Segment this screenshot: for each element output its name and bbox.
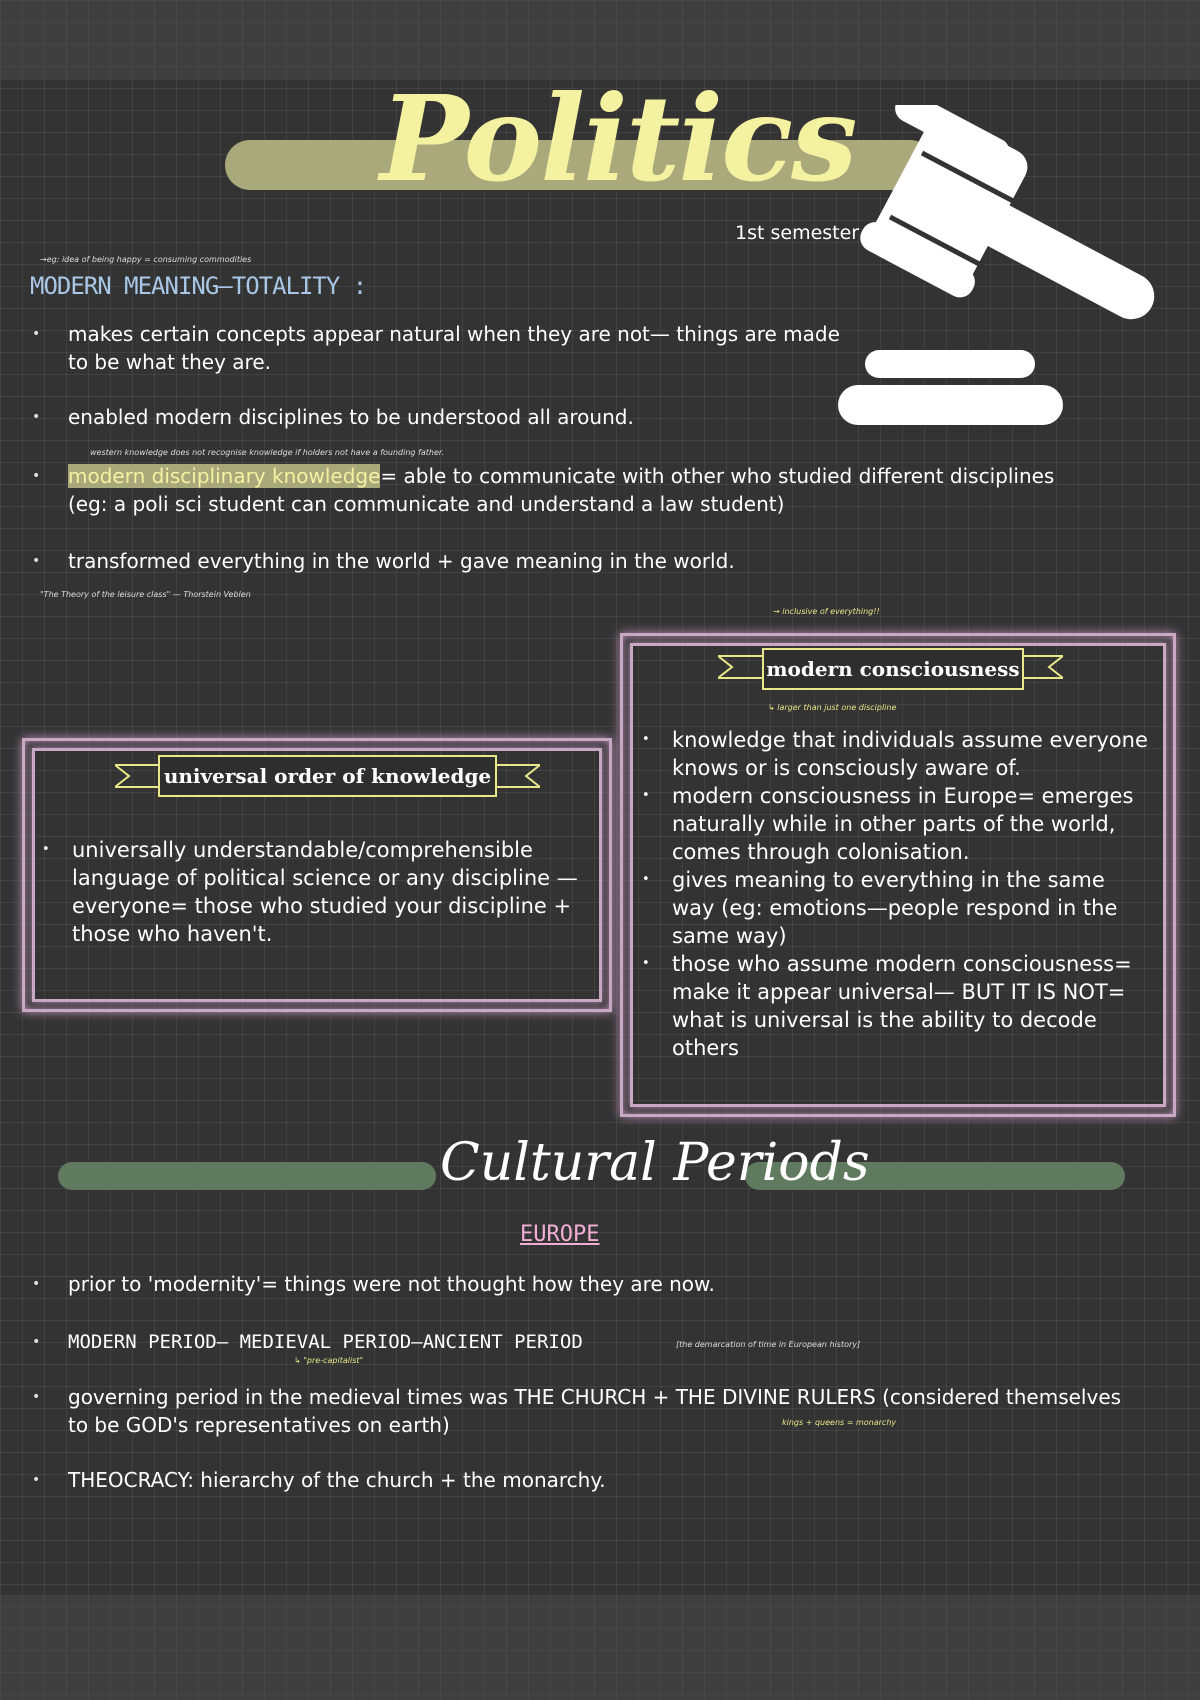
divider-bar-left	[58, 1162, 436, 1190]
inclusive-note: → inclusive of everything!!	[773, 607, 880, 616]
gavel-icon	[830, 105, 1170, 425]
semester-label: 1st semester	[735, 222, 860, 244]
list-item: • universally understandable/comprehensible language of political science or any discipline — everyone= those who studied your discipline + those who haven't.	[40, 836, 580, 948]
pre-capitalist-note: ↳ "pre-capitalist"	[294, 1356, 364, 1365]
universal-order-list	[40, 836, 580, 948]
list-item: • knowledge that individuals assume everyone knows or is consciously aware of.	[640, 726, 1150, 782]
top-grid-strip	[0, 0, 1200, 80]
intro-bullet-list-2	[30, 403, 850, 431]
modern-consciousness-list	[640, 726, 1150, 1062]
list-item: • THEOCRACY: hierarchy of the church + the monarchy.	[30, 1466, 1130, 1494]
list-item: • prior to 'modernity'= things were not thought how they are now.	[30, 1270, 1130, 1298]
cultural-list-3	[30, 1383, 1130, 1439]
western-knowledge-note: western knowledge does not recognise knowledge if holders not have a founding father.	[90, 448, 444, 457]
cultural-list-1	[30, 1270, 1130, 1298]
list-item: • enabled modern disciplines to be understood all around.	[30, 403, 850, 431]
list-item: • MODERN PERIOD— MEDIEVAL PERIOD—ANCIENT PERIOD	[30, 1328, 770, 1356]
cultural-list-2	[30, 1328, 770, 1356]
subheading-europe: EUROPE	[520, 1222, 600, 1247]
section-heading-modern-meaning: MODERN MEANING–TOTALITY :	[30, 272, 367, 300]
intro-bullet-list-4	[30, 547, 1030, 575]
veblen-quote-note: "The Theory of the leisure class" — Thorstein Veblen	[40, 590, 251, 599]
highlighted-term: modern disciplinary knowledge	[68, 464, 381, 488]
intro-bullet-list	[30, 320, 850, 376]
larger-than-discipline-note: ↳ larger than just one discipline	[768, 703, 897, 712]
monarchy-note: kings + queens = monarchy	[782, 1418, 897, 1427]
list-item: • gives meaning to everything in the same way (eg: emotions—people respond in the same way)	[640, 866, 1150, 950]
cultural-list-4	[30, 1466, 1130, 1494]
list-item: • makes certain concepts appear natural when they are not— things are made to be what they are.	[30, 320, 850, 376]
bottom-grid-strip	[0, 1595, 1200, 1700]
list-item: • governing period in the medieval times was THE CHURCH + THE DIVINE RULERS (considered themselves to be GOD's representatives on earth)	[30, 1383, 1130, 1439]
demarcation-note: [the demarcation of time in European history]	[676, 1340, 861, 1349]
universal-order-banner: universal order of knowledge	[158, 755, 497, 797]
intro-tiny-note: →eg: idea of being happy = consuming commodities	[40, 255, 252, 264]
list-item: • transformed everything in the world + gave meaning in the world.	[30, 547, 1030, 575]
intro-bullet-list-3	[30, 462, 1080, 518]
list-item: • those who assume modern consciousness= make it appear universal— BUT IT IS NOT= what is universal is the ability to decode others	[640, 950, 1150, 1062]
list-item: • modern disciplinary knowledge= able to communicate with other who studied different disciplines (eg: a poli sci student can communicate and understand a law student)	[30, 462, 1080, 518]
section-title-cultural-periods: Cultural Periods	[440, 1133, 870, 1193]
modern-consciousness-banner: modern consciousness	[762, 648, 1024, 690]
list-item: • modern consciousness in Europe= emerges naturally while in other parts of the world, comes through colonisation.	[640, 782, 1150, 866]
page-title: Politics	[380, 69, 856, 208]
